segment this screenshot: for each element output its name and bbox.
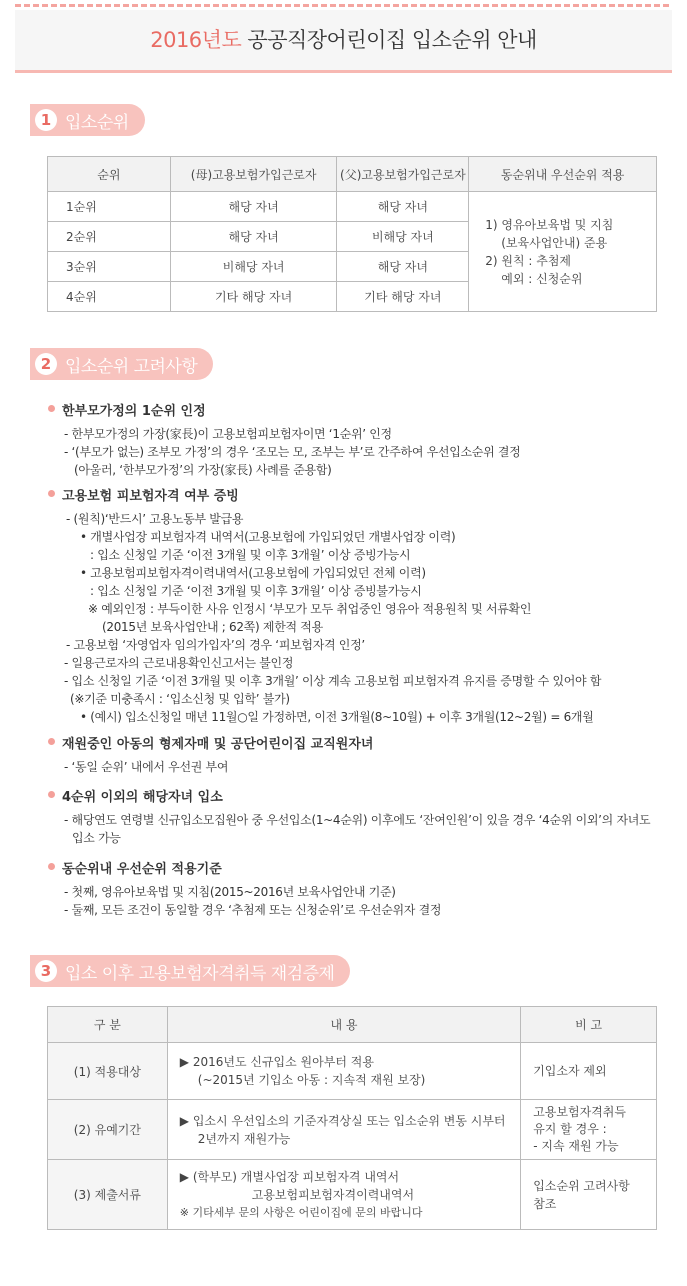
row-category: (1) 적용대상: [48, 1043, 168, 1100]
table-cell: 해당 자녀: [337, 252, 469, 282]
item-heading: 4순위 이외의 해당자녀 입소: [48, 786, 650, 805]
item-line: - ‘(부모가 없는) 조부모 가정’의 경우 ‘조모는 모, 조부는 부’로 간주하여 우선입소순위 결정: [64, 445, 521, 459]
item-line: - 고용보험 ‘자영업자 임의가입자’의 경우 ‘피보험자격 인정’: [66, 638, 365, 652]
consideration-item: [48, 485, 601, 726]
table-header: (父)고용보험가입근로자: [337, 157, 469, 192]
consideration-item: [48, 858, 441, 919]
section-label: 입소 이후 고용보험자격취득 재검증제: [65, 963, 335, 984]
row-category: (2) 유예기간: [48, 1100, 168, 1160]
table-cell: 1순위: [48, 192, 171, 222]
reverification-table: [47, 1006, 657, 1230]
item-line: (※기준 미충족시 : ‘입소신청 및 입학’ 불가): [70, 692, 290, 706]
item-line: - 해당연도 연령별 신규입소모집원아 중 우선입소(1~4순위) 이후에도 ‘잔여인원’이 있을 경우 ‘4순위 이외’의 자녀도: [64, 813, 651, 827]
item-line: • (예시) 입소신청일 매년 11월○일 가정하면, 이전 3개월(8~10월) + 이후 3개월(12~2월) = 6개월: [80, 710, 594, 724]
row-note: 입소순위 고려사항 참조: [521, 1160, 657, 1230]
top-dashed-line: [15, 4, 672, 7]
item-line: 입소 가능: [72, 831, 121, 845]
item-line: (2015년 보육사업안내 ; 62쪽) 제한적 적용: [102, 620, 323, 634]
admission-rank-table: [47, 156, 657, 312]
item-line: • 고용보험피보험자격이력내역서(고용보험에 가입되었던 전체 이력): [80, 566, 426, 580]
item-line: (아울러, ‘한부모가정’의 가장(家長) 사례를 준용함): [74, 463, 332, 477]
table-cell: 해당 자녀: [337, 192, 469, 222]
item-line: • 개별사업장 피보험자격 내역서(고용보험에 가입되었던 개별사업장 이력): [80, 530, 456, 544]
table-cell: 기타 해당 자녀: [170, 282, 337, 312]
item-line: ※ 예외인정 : 부득이한 사유 인정시 ‘부모가 모두 취업중인 영유아 적용원칙 및 서류확인: [88, 602, 532, 616]
item-heading: 한부모가정의 1순위 인정: [48, 400, 520, 419]
item-line: - 둘째, 모든 조건이 동일할 경우 ‘추첨제 또는 신청순위’로 우선순위자 결정: [64, 903, 442, 917]
table-header: 구 분: [48, 1007, 168, 1043]
row-content: ▶ 입소시 우선입소의 기준자격상실 또는 입소순위 변동 시부터 2년까지 재원가능: [167, 1100, 520, 1160]
table-cell: 해당 자녀: [170, 192, 337, 222]
section-3-heading: [30, 955, 350, 987]
section-label: 입소순위 고려사항: [65, 356, 198, 377]
section-number: 1: [35, 109, 57, 131]
title-banner: [15, 10, 672, 73]
row-note: 기입소자 제외: [521, 1043, 657, 1100]
consideration-item: [48, 786, 650, 847]
priority-note: 1) 영유아보육법 및 지침 (보육사업안내) 준용 2) 원칙 : 추첨제 예외 : 신청순위: [469, 192, 657, 312]
section-number: 3: [35, 960, 57, 982]
item-line: - 일용근로자의 근로내용확인신고서는 불인정: [64, 656, 294, 670]
table-cell: 3순위: [48, 252, 171, 282]
table-cell: 비해당 자녀: [170, 252, 337, 282]
table-cell: 4순위: [48, 282, 171, 312]
row-category: (3) 제출서류: [48, 1160, 168, 1230]
section-2-heading: [30, 348, 213, 380]
consideration-item: [48, 733, 373, 776]
table-cell: 해당 자녀: [170, 222, 337, 252]
table-cell: 비해당 자녀: [337, 222, 469, 252]
item-line: - 한부모가정의 가장(家長)이 고용보험피보험자이면 ‘1순위’ 인정: [64, 427, 392, 441]
section-1-heading: [30, 104, 145, 136]
table-cell: 기타 해당 자녀: [337, 282, 469, 312]
item-line: - (원칙)‘반드시’ 고용노동부 발급용: [66, 512, 244, 526]
section-label: 입소순위: [65, 112, 129, 133]
table-header: (母)고용보험가입근로자: [170, 157, 337, 192]
row-note: 고용보험자격취득 유지 할 경우 : - 지속 재원 가능: [521, 1100, 657, 1160]
item-line: - 첫째, 영유아보육법 및 지침(2015~2016년 보육사업안내 기준): [64, 885, 396, 899]
table-header: 내 용: [167, 1007, 520, 1043]
row-content: ▶ (학부모) 개별사업장 피보험자격 내역서 고용보험피보험자격이력내역서 ※ 기타세부 문의 사항은 어린이집에 문의 바랍니다: [167, 1160, 520, 1230]
item-line: - ‘동일 순위’ 내에서 우선권 부여: [64, 760, 229, 774]
item-line: : 입소 신청일 기준 ‘이전 3개월 및 이후 3개월’ 이상 증빙불가능시: [90, 584, 422, 598]
item-heading: 동순위내 우선순위 적용기준: [48, 858, 441, 877]
page-title: 2016년도 공공직장어린이집 입소순위 안내: [150, 28, 537, 52]
section-number: 2: [35, 353, 57, 375]
item-heading: 고용보험 피보험자격 여부 증빙: [48, 485, 601, 504]
table-cell: 2순위: [48, 222, 171, 252]
table-header: 순위: [48, 157, 171, 192]
consideration-item: [48, 400, 520, 479]
row-content: ▶ 2016년도 신규입소 원아부터 적용 (~2015년 기입소 아동 : 지속적 재원 보장): [167, 1043, 520, 1100]
table-header: 동순위내 우선순위 적용: [469, 157, 657, 192]
item-heading: 재원중인 아동의 형제자매 및 공단어린이집 교직원자녀: [48, 733, 373, 752]
table-header: 비 고: [521, 1007, 657, 1043]
item-line: : 입소 신청일 기준 ‘이전 3개월 및 이후 3개월’ 이상 증빙가능시: [90, 548, 411, 562]
item-line: - 입소 신청일 기준 ‘이전 3개월 및 이후 3개월’ 이상 계속 고용보험 피보험자격 유지를 증명할 수 있어야 함: [64, 674, 602, 688]
